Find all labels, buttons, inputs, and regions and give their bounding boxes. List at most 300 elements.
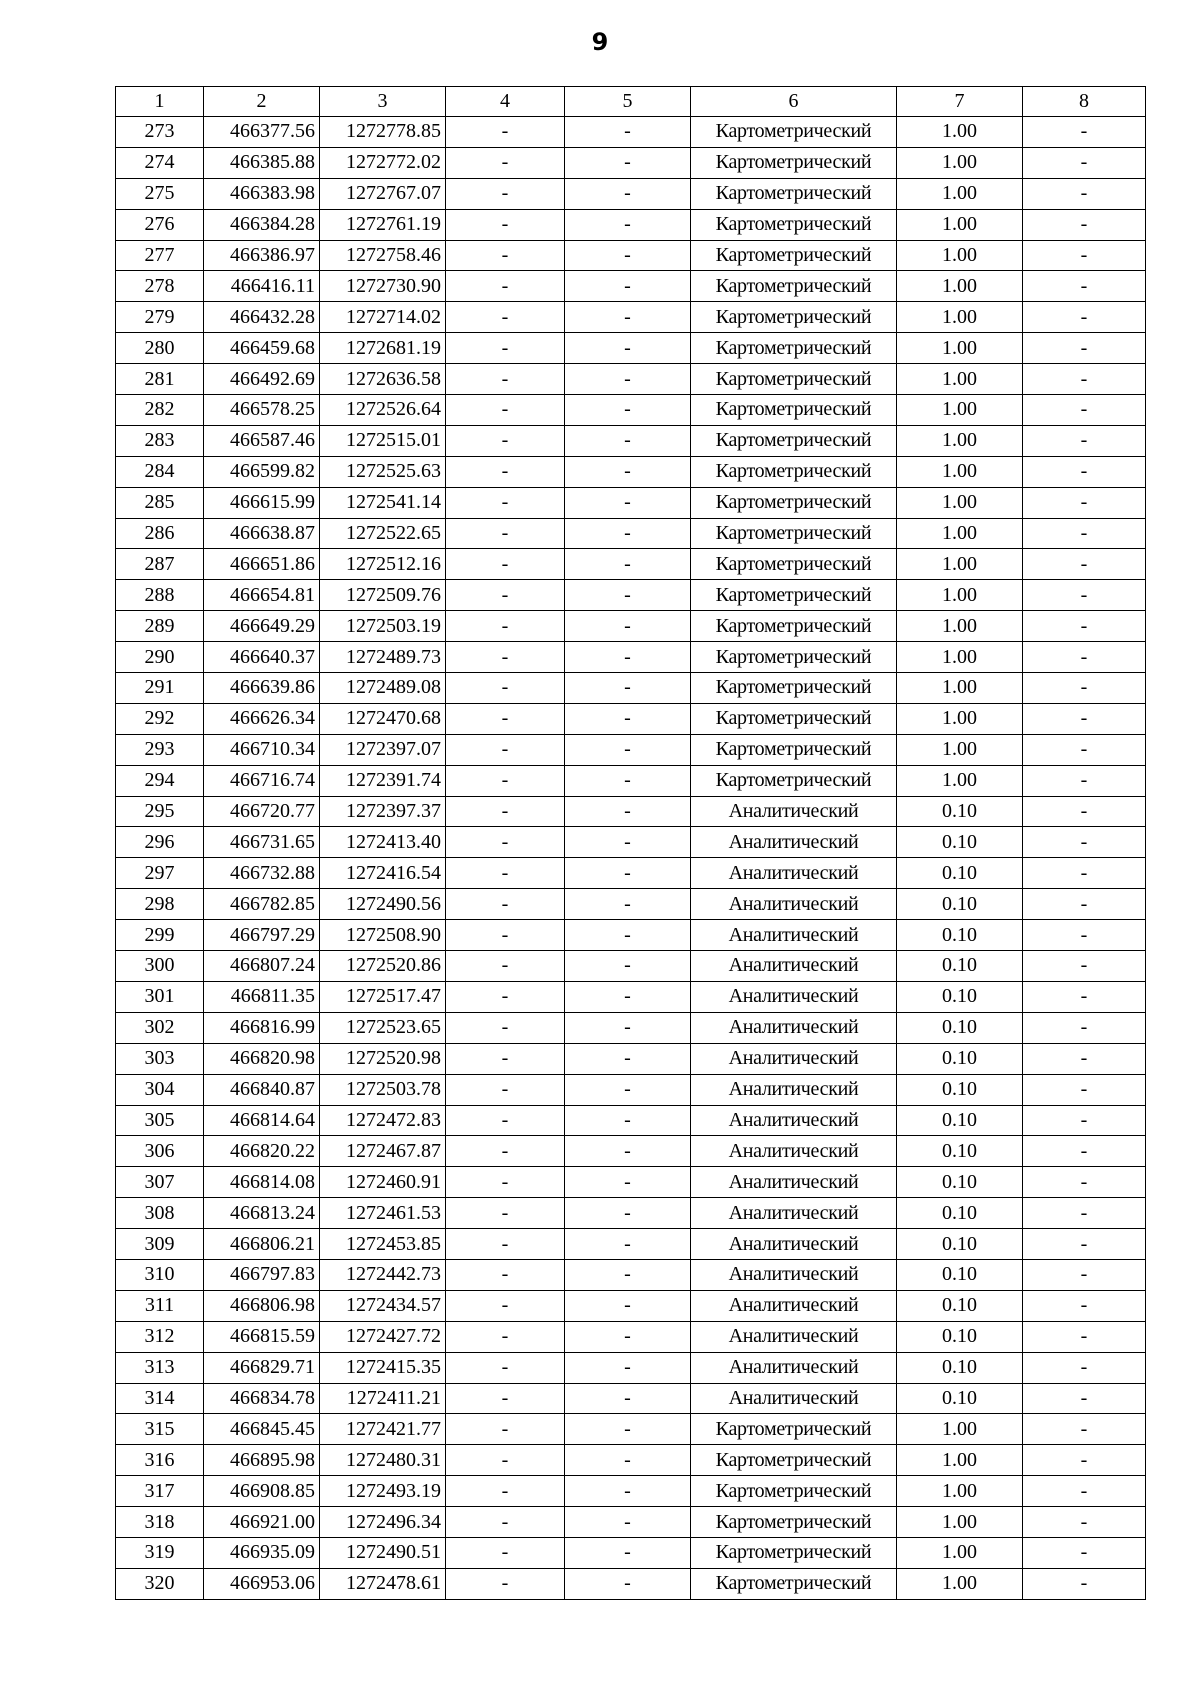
table-cell-col-4: - <box>446 920 565 951</box>
table-cell-col-2: 466820.22 <box>204 1136 320 1167</box>
table-cell-col-2: 466829.71 <box>204 1352 320 1383</box>
table-cell-col-3: 1272767.07 <box>320 178 446 209</box>
table-cell-col-5: - <box>565 580 691 611</box>
column-header-5: 5 <box>565 87 691 117</box>
table-row <box>116 117 1146 148</box>
table-cell-col-6: Картометрический <box>691 703 897 734</box>
table-cell-col-7: 1.00 <box>897 178 1023 209</box>
table-cell-col-7: 1.00 <box>897 580 1023 611</box>
table-cell-col-4: - <box>446 425 565 456</box>
table-cell-col-7: 1.00 <box>897 487 1023 518</box>
table-cell-col-4: - <box>446 1136 565 1167</box>
table-cell-col-4: - <box>446 1105 565 1136</box>
table-cell-col-7: 0.10 <box>897 796 1023 827</box>
table-cell-col-5: - <box>565 333 691 364</box>
table-cell-col-4: - <box>446 580 565 611</box>
table-cell-col-4: - <box>446 1259 565 1290</box>
table-cell-col-6: Картометрический <box>691 364 897 395</box>
table-cell-col-1: 294 <box>116 765 204 796</box>
table-cell-col-7: 1.00 <box>897 1414 1023 1445</box>
table-cell-col-4: - <box>446 889 565 920</box>
table-cell-col-1: 308 <box>116 1198 204 1229</box>
table-cell-col-4: - <box>446 734 565 765</box>
table-cell-col-7: 1.00 <box>897 1568 1023 1599</box>
table-cell-col-6: Картометрический <box>691 518 897 549</box>
table-row <box>116 796 1146 827</box>
table-cell-col-3: 1272461.53 <box>320 1198 446 1229</box>
table-cell-col-1: 293 <box>116 734 204 765</box>
table-cell-col-5: - <box>565 858 691 889</box>
table-cell-col-6: Аналитический <box>691 1229 897 1260</box>
table-cell-col-4: - <box>446 796 565 827</box>
table-cell-col-4: - <box>446 1537 565 1568</box>
table-cell-col-8: - <box>1023 734 1146 765</box>
table-cell-col-6: Аналитический <box>691 1167 897 1198</box>
table-cell-col-2: 466651.86 <box>204 549 320 580</box>
table-cell-col-1: 291 <box>116 673 204 704</box>
table-cell-col-1: 299 <box>116 920 204 951</box>
table-cell-col-4: - <box>446 673 565 704</box>
table-cell-col-1: 316 <box>116 1445 204 1476</box>
table-cell-col-8: - <box>1023 580 1146 611</box>
table-cell-col-1: 273 <box>116 117 204 148</box>
table-cell-col-1: 313 <box>116 1352 204 1383</box>
table-cell-col-3: 1272541.14 <box>320 487 446 518</box>
table-cell-col-8: - <box>1023 364 1146 395</box>
table-cell-col-6: Аналитический <box>691 1136 897 1167</box>
table-cell-col-4: - <box>446 240 565 271</box>
table-row <box>116 1352 1146 1383</box>
table-cell-col-6: Картометрический <box>691 1445 897 1476</box>
table-cell-col-1: 282 <box>116 395 204 426</box>
table-row <box>116 858 1146 889</box>
table-cell-col-4: - <box>446 1229 565 1260</box>
table-row <box>116 1043 1146 1074</box>
table-cell-col-1: 315 <box>116 1414 204 1445</box>
table-row <box>116 642 1146 673</box>
table-cell-col-3: 1272442.73 <box>320 1259 446 1290</box>
table-cell-col-2: 466615.99 <box>204 487 320 518</box>
table-cell-col-7: 1.00 <box>897 1537 1023 1568</box>
table-cell-col-6: Картометрический <box>691 1476 897 1507</box>
table-cell-col-6: Аналитический <box>691 1198 897 1229</box>
table-cell-col-7: 1.00 <box>897 1507 1023 1538</box>
table-cell-col-7: 0.10 <box>897 951 1023 982</box>
table-cell-col-5: - <box>565 1043 691 1074</box>
table-cell-col-3: 1272525.63 <box>320 456 446 487</box>
table-cell-col-1: 301 <box>116 981 204 1012</box>
table-cell-col-3: 1272480.31 <box>320 1445 446 1476</box>
table-cell-col-4: - <box>446 487 565 518</box>
table-cell-col-2: 466895.98 <box>204 1445 320 1476</box>
table-cell-col-4: - <box>446 611 565 642</box>
table-cell-col-2: 466845.45 <box>204 1414 320 1445</box>
table-cell-col-6: Картометрический <box>691 425 897 456</box>
table-cell-col-4: - <box>446 1445 565 1476</box>
table-cell-col-7: 0.10 <box>897 1321 1023 1352</box>
table-cell-col-8: - <box>1023 549 1146 580</box>
table-cell-col-4: - <box>446 703 565 734</box>
table-cell-col-7: 1.00 <box>897 147 1023 178</box>
table-row <box>116 1321 1146 1352</box>
table-row <box>116 951 1146 982</box>
table-cell-col-1: 302 <box>116 1012 204 1043</box>
table-cell-col-7: 1.00 <box>897 673 1023 704</box>
column-header-6: 6 <box>691 87 897 117</box>
column-header-2: 2 <box>204 87 320 117</box>
table-cell-col-5: - <box>565 951 691 982</box>
table-cell-col-1: 286 <box>116 518 204 549</box>
table-row <box>116 1445 1146 1476</box>
table-cell-col-3: 1272526.64 <box>320 395 446 426</box>
table-cell-col-6: Аналитический <box>691 951 897 982</box>
table-cell-col-1: 300 <box>116 951 204 982</box>
table-cell-col-2: 466638.87 <box>204 518 320 549</box>
table-cell-col-2: 466935.09 <box>204 1537 320 1568</box>
table-cell-col-3: 1272411.21 <box>320 1383 446 1414</box>
table-cell-col-6: Аналитический <box>691 1105 897 1136</box>
table-cell-col-1: 275 <box>116 178 204 209</box>
table-cell-col-3: 1272413.40 <box>320 827 446 858</box>
table-cell-col-1: 320 <box>116 1568 204 1599</box>
table-cell-col-3: 1272522.65 <box>320 518 446 549</box>
table-cell-col-2: 466640.37 <box>204 642 320 673</box>
table-cell-col-6: Аналитический <box>691 1259 897 1290</box>
table-cell-col-3: 1272778.85 <box>320 117 446 148</box>
table-cell-col-7: 1.00 <box>897 240 1023 271</box>
table-row <box>116 549 1146 580</box>
table-row <box>116 178 1146 209</box>
table-cell-col-5: - <box>565 364 691 395</box>
table-cell-col-4: - <box>446 1198 565 1229</box>
table-cell-col-8: - <box>1023 1507 1146 1538</box>
table-cell-col-1: 319 <box>116 1537 204 1568</box>
table-cell-col-7: 0.10 <box>897 1383 1023 1414</box>
table-cell-col-5: - <box>565 209 691 240</box>
table-cell-col-7: 1.00 <box>897 549 1023 580</box>
table-cell-col-3: 1272520.86 <box>320 951 446 982</box>
table-cell-col-6: Картометрический <box>691 209 897 240</box>
table-cell-col-5: - <box>565 1537 691 1568</box>
table-cell-col-4: - <box>446 117 565 148</box>
table-cell-col-1: 311 <box>116 1290 204 1321</box>
table-cell-col-2: 466806.21 <box>204 1229 320 1260</box>
table-cell-col-8: - <box>1023 1012 1146 1043</box>
table-cell-col-3: 1272397.37 <box>320 796 446 827</box>
table-cell-col-2: 466732.88 <box>204 858 320 889</box>
table-cell-col-8: - <box>1023 117 1146 148</box>
table-cell-col-2: 466384.28 <box>204 209 320 240</box>
table-cell-col-7: 0.10 <box>897 1074 1023 1105</box>
table-cell-col-8: - <box>1023 827 1146 858</box>
table-cell-col-4: - <box>446 395 565 426</box>
table-cell-col-5: - <box>565 147 691 178</box>
table-row <box>116 425 1146 456</box>
table-row <box>116 827 1146 858</box>
table-cell-col-7: 1.00 <box>897 271 1023 302</box>
table-cell-col-3: 1272472.83 <box>320 1105 446 1136</box>
table-cell-col-3: 1272415.35 <box>320 1352 446 1383</box>
table-cell-col-4: - <box>446 364 565 395</box>
table-cell-col-2: 466432.28 <box>204 302 320 333</box>
table-cell-col-8: - <box>1023 920 1146 951</box>
table-cell-col-3: 1272493.19 <box>320 1476 446 1507</box>
table-cell-col-1: 307 <box>116 1167 204 1198</box>
table-cell-col-1: 290 <box>116 642 204 673</box>
table-cell-col-8: - <box>1023 1476 1146 1507</box>
table-cell-col-7: 1.00 <box>897 642 1023 673</box>
table-cell-col-5: - <box>565 981 691 1012</box>
table-cell-col-7: 1.00 <box>897 765 1023 796</box>
table-cell-col-7: 1.00 <box>897 1476 1023 1507</box>
table-row <box>116 1568 1146 1599</box>
table-cell-col-8: - <box>1023 1198 1146 1229</box>
table-cell-col-6: Картометрический <box>691 642 897 673</box>
table-cell-col-5: - <box>565 1259 691 1290</box>
table-cell-col-5: - <box>565 178 691 209</box>
table-cell-col-2: 466386.97 <box>204 240 320 271</box>
table-cell-col-1: 295 <box>116 796 204 827</box>
table-cell-col-1: 317 <box>116 1476 204 1507</box>
table-cell-col-6: Аналитический <box>691 920 897 951</box>
table-cell-col-8: - <box>1023 333 1146 364</box>
table-cell-col-7: 0.10 <box>897 920 1023 951</box>
table-cell-col-6: Аналитический <box>691 1290 897 1321</box>
table-cell-col-2: 466731.65 <box>204 827 320 858</box>
table-cell-col-7: 0.10 <box>897 1167 1023 1198</box>
table-cell-col-3: 1272467.87 <box>320 1136 446 1167</box>
table-row <box>116 1074 1146 1105</box>
table-cell-col-6: Картометрический <box>691 1537 897 1568</box>
table-cell-col-2: 466815.59 <box>204 1321 320 1352</box>
table-cell-col-3: 1272730.90 <box>320 271 446 302</box>
column-header-1: 1 <box>116 87 204 117</box>
table-cell-col-2: 466710.34 <box>204 734 320 765</box>
table-cell-col-8: - <box>1023 518 1146 549</box>
table-cell-col-6: Картометрический <box>691 580 897 611</box>
table-cell-col-7: 1.00 <box>897 1445 1023 1476</box>
table-cell-col-1: 278 <box>116 271 204 302</box>
table-row <box>116 1259 1146 1290</box>
table-row <box>116 611 1146 642</box>
table-cell-col-5: - <box>565 611 691 642</box>
table-cell-col-6: Картометрический <box>691 549 897 580</box>
table-row <box>116 1198 1146 1229</box>
table-cell-col-4: - <box>446 1012 565 1043</box>
table-cell-col-5: - <box>565 1074 691 1105</box>
table-cell-col-2: 466816.99 <box>204 1012 320 1043</box>
table-cell-col-2: 466797.29 <box>204 920 320 951</box>
table-cell-col-1: 318 <box>116 1507 204 1538</box>
table-cell-col-4: - <box>446 1167 565 1198</box>
table-cell-col-8: - <box>1023 1259 1146 1290</box>
table-body <box>116 117 1146 1600</box>
table-cell-col-3: 1272421.77 <box>320 1414 446 1445</box>
table-cell-col-3: 1272772.02 <box>320 147 446 178</box>
table-cell-col-2: 466921.00 <box>204 1507 320 1538</box>
table-cell-col-7: 0.10 <box>897 981 1023 1012</box>
table-row <box>116 673 1146 704</box>
table-cell-col-2: 466814.64 <box>204 1105 320 1136</box>
table-cell-col-1: 279 <box>116 302 204 333</box>
table-cell-col-8: - <box>1023 611 1146 642</box>
table-row <box>116 147 1146 178</box>
table-cell-col-1: 306 <box>116 1136 204 1167</box>
table-cell-col-7: 0.10 <box>897 1229 1023 1260</box>
table-cell-col-4: - <box>446 1476 565 1507</box>
table-row <box>116 518 1146 549</box>
table-cell-col-4: - <box>446 1383 565 1414</box>
table-cell-col-8: - <box>1023 209 1146 240</box>
table-cell-col-4: - <box>446 1074 565 1105</box>
table-cell-col-8: - <box>1023 1290 1146 1321</box>
table-cell-col-8: - <box>1023 1043 1146 1074</box>
table-cell-col-5: - <box>565 1414 691 1445</box>
table-row <box>116 1167 1146 1198</box>
table-cell-col-6: Аналитический <box>691 1352 897 1383</box>
table-cell-col-3: 1272758.46 <box>320 240 446 271</box>
table-cell-col-8: - <box>1023 703 1146 734</box>
table-row <box>116 920 1146 951</box>
table-cell-col-4: - <box>446 765 565 796</box>
table-row <box>116 1290 1146 1321</box>
table-row <box>116 1507 1146 1538</box>
table-cell-col-7: 0.10 <box>897 1043 1023 1074</box>
table-cell-col-5: - <box>565 1290 691 1321</box>
table-cell-col-7: 0.10 <box>897 858 1023 889</box>
table-cell-col-8: - <box>1023 1167 1146 1198</box>
table-row <box>116 889 1146 920</box>
table-row <box>116 1383 1146 1414</box>
table-cell-col-8: - <box>1023 1568 1146 1599</box>
table-cell-col-2: 466953.06 <box>204 1568 320 1599</box>
table-cell-col-3: 1272460.91 <box>320 1167 446 1198</box>
table-cell-col-2: 466820.98 <box>204 1043 320 1074</box>
table-cell-col-5: - <box>565 1476 691 1507</box>
table-row <box>116 580 1146 611</box>
table-cell-col-8: - <box>1023 981 1146 1012</box>
table-cell-col-5: - <box>565 642 691 673</box>
table-cell-col-2: 466806.98 <box>204 1290 320 1321</box>
table-cell-col-8: - <box>1023 425 1146 456</box>
table-cell-col-1: 292 <box>116 703 204 734</box>
table-cell-col-4: - <box>446 1507 565 1538</box>
table-cell-col-5: - <box>565 549 691 580</box>
table-cell-col-3: 1272503.78 <box>320 1074 446 1105</box>
table-cell-col-4: - <box>446 518 565 549</box>
table-cell-col-4: - <box>446 642 565 673</box>
table-cell-col-3: 1272489.73 <box>320 642 446 673</box>
table-cell-col-6: Картометрический <box>691 1568 897 1599</box>
table-cell-col-5: - <box>565 1136 691 1167</box>
table-cell-col-4: - <box>446 549 565 580</box>
table-cell-col-8: - <box>1023 889 1146 920</box>
table-cell-col-5: - <box>565 271 691 302</box>
table-cell-col-8: - <box>1023 395 1146 426</box>
table-cell-col-1: 283 <box>116 425 204 456</box>
table-row <box>116 302 1146 333</box>
table-cell-col-2: 466908.85 <box>204 1476 320 1507</box>
table-row <box>116 456 1146 487</box>
table-cell-col-6: Аналитический <box>691 1383 897 1414</box>
table-cell-col-2: 466813.24 <box>204 1198 320 1229</box>
table-cell-col-5: - <box>565 703 691 734</box>
table-cell-col-2: 466814.08 <box>204 1167 320 1198</box>
table-cell-col-4: - <box>446 1043 565 1074</box>
table-cell-col-6: Аналитический <box>691 1321 897 1352</box>
table-cell-col-5: - <box>565 889 691 920</box>
table-cell-col-6: Картометрический <box>691 395 897 426</box>
table-cell-col-5: - <box>565 1507 691 1538</box>
table-cell-col-3: 1272427.72 <box>320 1321 446 1352</box>
table-cell-col-6: Картометрический <box>691 302 897 333</box>
table-cell-col-7: 0.10 <box>897 1136 1023 1167</box>
table-cell-col-6: Аналитический <box>691 1074 897 1105</box>
table-cell-col-4: - <box>446 981 565 1012</box>
page-number: 9 <box>591 28 609 56</box>
table-cell-col-2: 466782.85 <box>204 889 320 920</box>
table-cell-col-3: 1272517.47 <box>320 981 446 1012</box>
table-row <box>116 1012 1146 1043</box>
table-cell-col-5: - <box>565 1321 691 1352</box>
table-cell-col-1: 276 <box>116 209 204 240</box>
table-cell-col-8: - <box>1023 487 1146 518</box>
table-cell-col-2: 466797.83 <box>204 1259 320 1290</box>
table-cell-col-8: - <box>1023 178 1146 209</box>
table-cell-col-5: - <box>565 1568 691 1599</box>
table-cell-col-2: 466626.34 <box>204 703 320 734</box>
table-cell-col-7: 0.10 <box>897 1198 1023 1229</box>
table-row <box>116 1414 1146 1445</box>
table-cell-col-6: Картометрический <box>691 1414 897 1445</box>
table-cell-col-8: - <box>1023 1537 1146 1568</box>
table-cell-col-1: 274 <box>116 147 204 178</box>
table-cell-col-6: Аналитический <box>691 981 897 1012</box>
table-cell-col-6: Картометрический <box>691 487 897 518</box>
table-cell-col-7: 1.00 <box>897 703 1023 734</box>
table-cell-col-2: 466385.88 <box>204 147 320 178</box>
table-row <box>116 209 1146 240</box>
table-cell-col-6: Аналитический <box>691 796 897 827</box>
table-cell-col-3: 1272391.74 <box>320 765 446 796</box>
table-cell-col-3: 1272761.19 <box>320 209 446 240</box>
table-cell-col-1: 285 <box>116 487 204 518</box>
table-cell-col-3: 1272416.54 <box>320 858 446 889</box>
table-row <box>116 240 1146 271</box>
table-cell-col-2: 466654.81 <box>204 580 320 611</box>
table-cell-col-8: - <box>1023 858 1146 889</box>
table-cell-col-6: Картометрический <box>691 611 897 642</box>
table-cell-col-5: - <box>565 518 691 549</box>
table-cell-col-6: Картометрический <box>691 765 897 796</box>
table-cell-col-1: 309 <box>116 1229 204 1260</box>
table-row <box>116 1229 1146 1260</box>
table-cell-col-3: 1272714.02 <box>320 302 446 333</box>
table-cell-col-4: - <box>446 178 565 209</box>
table-cell-col-7: 1.00 <box>897 333 1023 364</box>
table-cell-col-3: 1272434.57 <box>320 1290 446 1321</box>
table-cell-col-3: 1272478.61 <box>320 1568 446 1599</box>
table-cell-col-8: - <box>1023 271 1146 302</box>
table-cell-col-7: 0.10 <box>897 1105 1023 1136</box>
table-cell-col-6: Картометрический <box>691 178 897 209</box>
table-cell-col-1: 304 <box>116 1074 204 1105</box>
table-cell-col-8: - <box>1023 1414 1146 1445</box>
column-header-7: 7 <box>897 87 1023 117</box>
table-cell-col-4: - <box>446 827 565 858</box>
table-cell-col-2: 466720.77 <box>204 796 320 827</box>
table-cell-col-3: 1272489.08 <box>320 673 446 704</box>
